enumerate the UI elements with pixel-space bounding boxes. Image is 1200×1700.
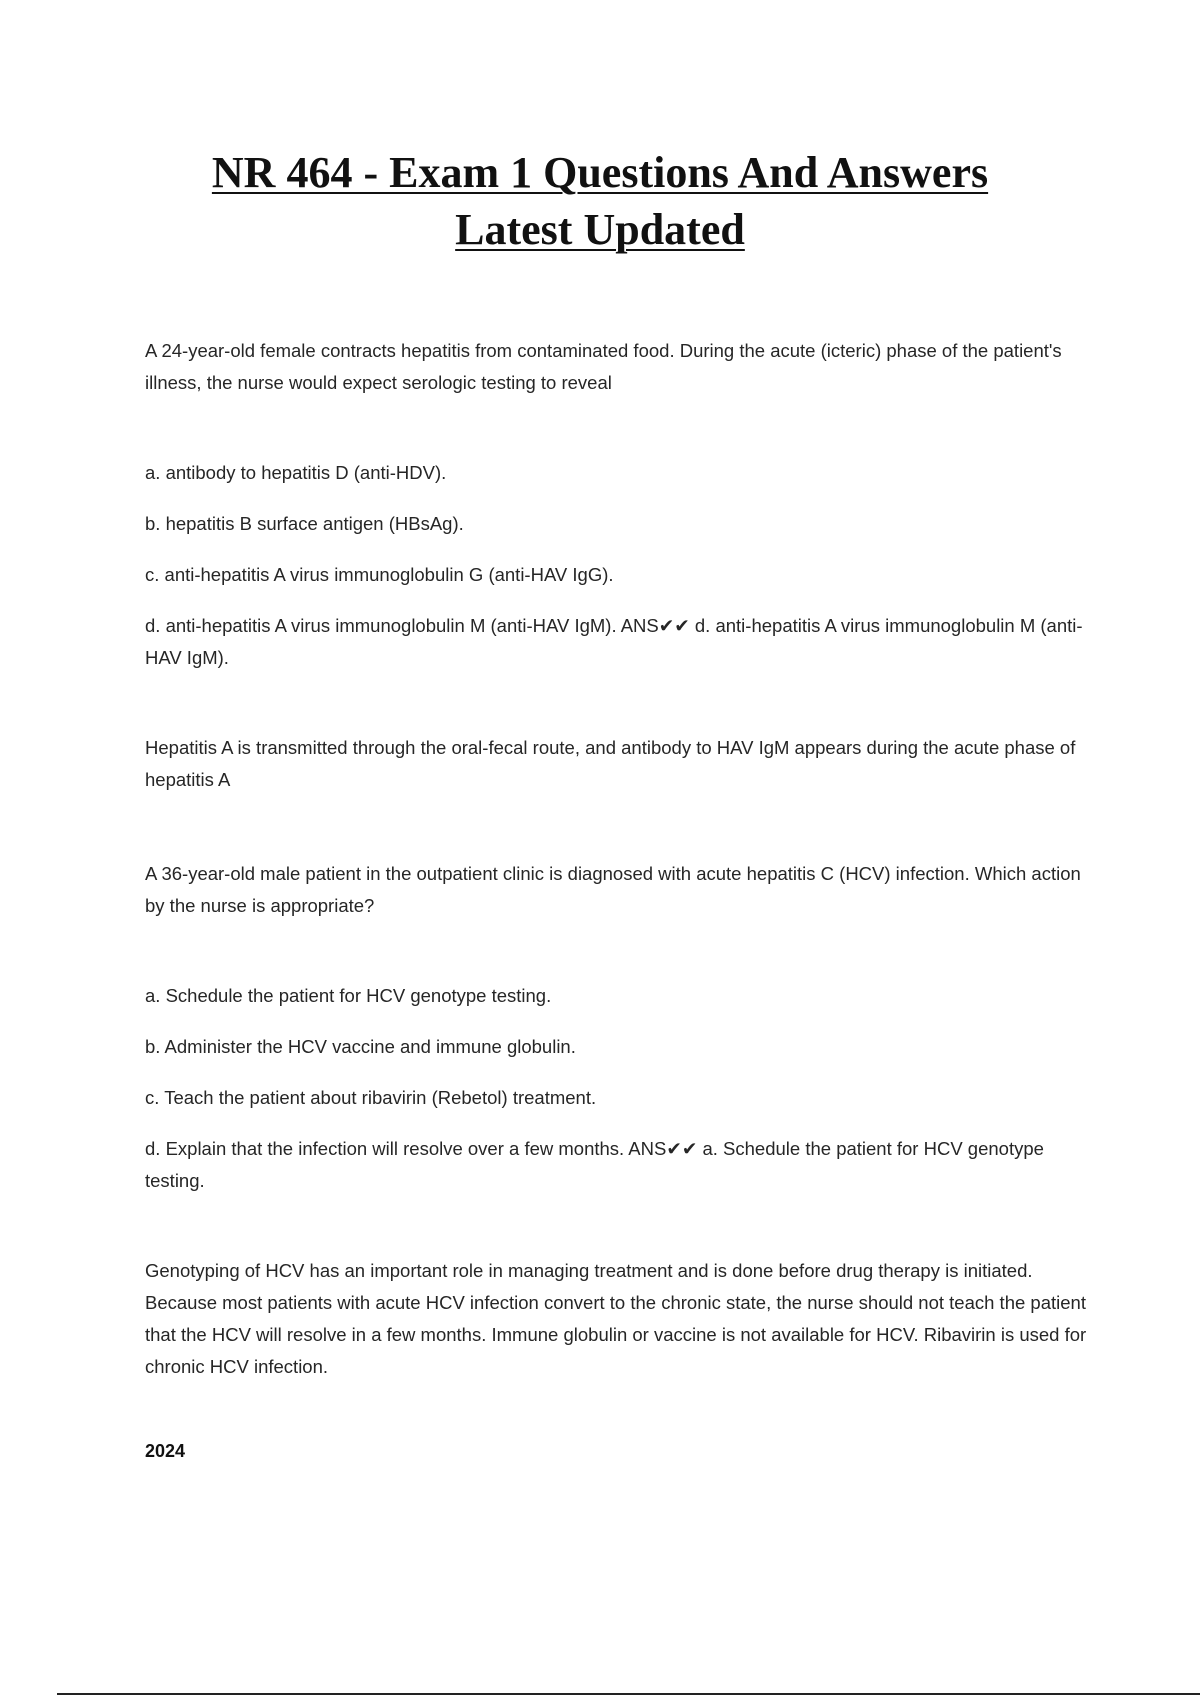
- year-label: 2024: [145, 1441, 186, 1461]
- question-1-stem: A 24-year-old female contracts hepatitis from contaminated food. During the acute (icteric) phase of the patient's illness, the nurse would expect serologic testing to reveal: [145, 340, 1062, 393]
- question-2-option-a: a. Schedule the patient for HCV genotype testing.: [145, 985, 552, 1006]
- question-1-rationale: Hepatitis A is transmitted through the oral-fecal route, and antibody to HAV IgM appears during the acute phase of hepatitis A: [145, 737, 1076, 790]
- question-1-option-b: b. hepatitis B surface antigen (HBsAg).: [145, 513, 464, 534]
- question-2-option-c: c. Teach the patient about ribavirin (Rebetol) treatment.: [145, 1087, 597, 1108]
- question-2-option-b: b. Administer the HCV vaccine and immune globulin.: [145, 1036, 576, 1057]
- document-body: [145, 335, 1090, 1467]
- question-1-option-c: c. anti-hepatitis A virus immunoglobulin G (anti-HAV IgG).: [145, 564, 614, 585]
- document-title: [100, 144, 1100, 258]
- title-line-2: Latest Updated: [455, 205, 745, 254]
- question-2-rationale: Genotyping of HCV has an important role in managing treatment and is done before drug therapy is initiated. Because most patients with acute HCV infection convert to the chronic state, the nurse should not teach the patient that the HCV will resolve in a few months. Immune globulin or vaccine is not available for HCV. Ribavirin is used for chronic HCV infection.: [145, 1260, 1087, 1377]
- question-1-option-d-answer: d. anti-hepatitis A virus immunoglobulin M (anti-HAV IgM). ANS✔✔ d. anti-hepatitis A virus immunoglobulin M (anti-HAV IgM).: [145, 615, 1083, 668]
- title-line-1: NR 464 - Exam 1 Questions And Answers: [211, 148, 989, 197]
- bottom-divider: [57, 1693, 1200, 1695]
- question-2-stem: A 36-year-old male patient in the outpatient clinic is diagnosed with acute hepatitis C (HCV) infection. Which action by the nurse is appropriate?: [145, 863, 1081, 916]
- question-2-option-d-answer: d. Explain that the infection will resolve over a few months. ANS✔✔ a. Schedule the patient for HCV genotype testing.: [145, 1138, 1044, 1191]
- question-1-option-a: a. antibody to hepatitis D (anti-HDV).: [145, 462, 447, 483]
